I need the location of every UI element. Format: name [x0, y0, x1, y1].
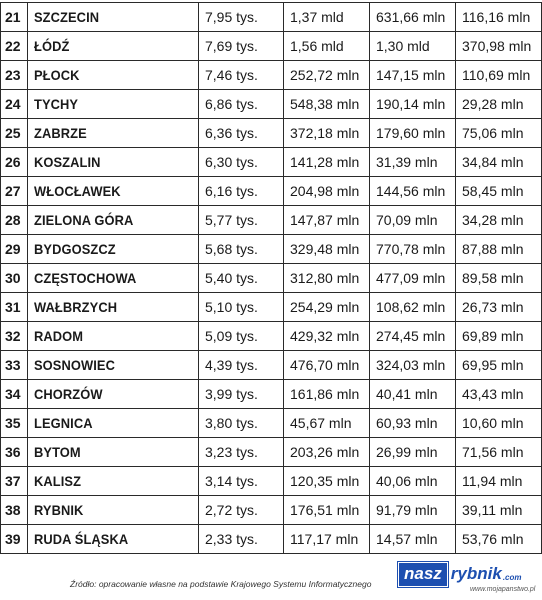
rank-cell: 21 [1, 3, 28, 32]
rank-cell: 22 [1, 32, 28, 61]
ranking-table [0, 2, 542, 554]
value-cell-2: 254,29 mln [284, 293, 370, 322]
value-cell-2: 117,17 mln [284, 525, 370, 554]
value-cell-4: 53,76 mln [456, 525, 542, 554]
rank-cell: 26 [1, 148, 28, 177]
table-row [1, 293, 542, 322]
value-cell-3: 147,15 mln [370, 61, 456, 90]
watermark-logo [398, 560, 530, 588]
watermark-tld: .com [502, 573, 522, 582]
value-cell-1: 3,80 tys. [199, 409, 284, 438]
city-cell [28, 293, 199, 322]
value-cell-2: 147,87 mln [284, 206, 370, 235]
city-name: TYCHY [34, 96, 79, 112]
rank-cell: 38 [1, 496, 28, 525]
city-name: PŁOCK [34, 67, 80, 83]
table-row [1, 32, 542, 61]
value-cell-2: 312,80 mln [284, 264, 370, 293]
value-cell-3: 190,14 mln [370, 90, 456, 119]
value-cell-2: 429,32 mln [284, 322, 370, 351]
value-cell-2: 252,72 mln [284, 61, 370, 90]
value-cell-3: 770,78 mln [370, 235, 456, 264]
value-cell-2: 161,86 mln [284, 380, 370, 409]
value-cell-1: 7,69 tys. [199, 32, 284, 61]
watermark-url: www.mojapanstwo.pl [470, 586, 536, 593]
city-name: SZCZECIN [34, 9, 100, 25]
value-cell-3: 274,45 mln [370, 322, 456, 351]
city-name: RYBNIK [34, 502, 84, 518]
value-cell-4: 26,73 mln [456, 293, 542, 322]
table-row [1, 148, 542, 177]
value-cell-4: 34,84 mln [456, 148, 542, 177]
rank-cell: 23 [1, 61, 28, 90]
value-cell-4: 89,58 mln [456, 264, 542, 293]
table-row [1, 3, 542, 32]
rank-cell: 34 [1, 380, 28, 409]
city-cell [28, 264, 199, 293]
value-cell-3: 60,93 mln [370, 409, 456, 438]
rank-cell: 36 [1, 438, 28, 467]
city-name: BYDGOSZCZ [34, 241, 116, 257]
value-cell-4: 69,95 mln [456, 351, 542, 380]
rank-cell: 37 [1, 467, 28, 496]
value-cell-4: 69,89 mln [456, 322, 542, 351]
rank-cell: 32 [1, 322, 28, 351]
value-cell-2: 476,70 mln [284, 351, 370, 380]
value-cell-3: 1,30 mld [370, 32, 456, 61]
value-cell-1: 4,39 tys. [199, 351, 284, 380]
city-cell [28, 322, 199, 351]
city-cell [28, 148, 199, 177]
source-note: Źródło: opracowanie własne na podstawie Krajowego Systemu Informatycznego [70, 579, 372, 589]
value-cell-1: 2,72 tys. [199, 496, 284, 525]
rank-cell: 31 [1, 293, 28, 322]
value-cell-1: 3,23 tys. [199, 438, 284, 467]
value-cell-1: 6,36 tys. [199, 119, 284, 148]
value-cell-4: 71,56 mln [456, 438, 542, 467]
city-name: WAŁBRZYCH [34, 299, 118, 315]
value-cell-1: 5,68 tys. [199, 235, 284, 264]
rank-cell: 24 [1, 90, 28, 119]
city-cell [28, 61, 199, 90]
table-row [1, 61, 542, 90]
city-name: CZĘSTOCHOWA [34, 270, 137, 286]
city-name: ZIELONA GÓRA [34, 212, 134, 228]
rank-cell: 39 [1, 525, 28, 554]
value-cell-3: 70,09 mln [370, 206, 456, 235]
value-cell-3: 40,41 mln [370, 380, 456, 409]
value-cell-1: 5,40 tys. [199, 264, 284, 293]
value-cell-2: 372,18 mln [284, 119, 370, 148]
city-cell [28, 496, 199, 525]
watermark-box: nasz [398, 562, 448, 587]
city-cell [28, 206, 199, 235]
table-row [1, 235, 542, 264]
city-cell [28, 438, 199, 467]
city-cell [28, 90, 199, 119]
value-cell-1: 5,77 tys. [199, 206, 284, 235]
value-cell-3: 26,99 mln [370, 438, 456, 467]
table-row [1, 467, 542, 496]
rank-cell: 35 [1, 409, 28, 438]
value-cell-4: 29,28 mln [456, 90, 542, 119]
table-row [1, 206, 542, 235]
city-cell [28, 380, 199, 409]
table-row [1, 322, 542, 351]
city-name: KALISZ [34, 473, 82, 489]
value-cell-1: 6,30 tys. [199, 148, 284, 177]
value-cell-3: 324,03 mln [370, 351, 456, 380]
city-cell [28, 525, 199, 554]
table-row [1, 119, 542, 148]
table-row [1, 90, 542, 119]
value-cell-1: 3,99 tys. [199, 380, 284, 409]
value-cell-4: 34,28 mln [456, 206, 542, 235]
value-cell-4: 75,06 mln [456, 119, 542, 148]
value-cell-3: 108,62 mln [370, 293, 456, 322]
value-cell-2: 548,38 mln [284, 90, 370, 119]
city-name: BYTOM [34, 444, 81, 460]
value-cell-2: 120,35 mln [284, 467, 370, 496]
city-name: ZABRZE [34, 125, 87, 141]
value-cell-3: 14,57 mln [370, 525, 456, 554]
table-row [1, 525, 542, 554]
value-cell-1: 3,14 tys. [199, 467, 284, 496]
value-cell-1: 6,86 tys. [199, 90, 284, 119]
city-name: SOSNOWIEC [34, 357, 115, 373]
rank-cell: 29 [1, 235, 28, 264]
value-cell-4: 87,88 mln [456, 235, 542, 264]
city-name: KOSZALIN [34, 154, 101, 170]
value-cell-3: 31,39 mln [370, 148, 456, 177]
value-cell-1: 5,09 tys. [199, 322, 284, 351]
value-cell-3: 40,06 mln [370, 467, 456, 496]
city-name: RADOM [34, 328, 84, 344]
city-name: RUDA ŚLĄSKA [34, 531, 129, 547]
value-cell-4: 43,43 mln [456, 380, 542, 409]
city-cell [28, 119, 199, 148]
value-cell-4: 58,45 mln [456, 177, 542, 206]
city-name: LEGNICA [34, 415, 93, 431]
city-name: CHORZÓW [34, 386, 103, 402]
city-cell [28, 351, 199, 380]
ranking-table-body [1, 3, 542, 554]
value-cell-1: 5,10 tys. [199, 293, 284, 322]
value-cell-2: 329,48 mln [284, 235, 370, 264]
value-cell-4: 39,11 mln [456, 496, 542, 525]
rank-cell: 27 [1, 177, 28, 206]
value-cell-1: 7,46 tys. [199, 61, 284, 90]
rank-cell: 30 [1, 264, 28, 293]
value-cell-1: 7,95 tys. [199, 3, 284, 32]
value-cell-1: 2,33 tys. [199, 525, 284, 554]
value-cell-4: 10,60 mln [456, 409, 542, 438]
value-cell-3: 144,56 mln [370, 177, 456, 206]
city-name: WŁOCŁAWEK [34, 183, 121, 199]
city-cell [28, 409, 199, 438]
watermark-rest: rybnik [450, 564, 502, 583]
value-cell-4: 11,94 mln [456, 467, 542, 496]
city-cell [28, 467, 199, 496]
table-row [1, 496, 542, 525]
city-cell [28, 235, 199, 264]
value-cell-2: 141,28 mln [284, 148, 370, 177]
table-row [1, 409, 542, 438]
table-row [1, 380, 542, 409]
rank-cell: 33 [1, 351, 28, 380]
value-cell-4: 370,98 mln [456, 32, 542, 61]
value-cell-1: 6,16 tys. [199, 177, 284, 206]
rank-cell: 28 [1, 206, 28, 235]
value-cell-4: 116,16 mln [456, 3, 542, 32]
table-row [1, 438, 542, 467]
value-cell-3: 179,60 mln [370, 119, 456, 148]
value-cell-2: 1,37 mld [284, 3, 370, 32]
value-cell-3: 631,66 mln [370, 3, 456, 32]
city-cell [28, 3, 199, 32]
city-name: ŁÓDŹ [34, 38, 70, 54]
value-cell-3: 477,09 mln [370, 264, 456, 293]
value-cell-2: 203,26 mln [284, 438, 370, 467]
table-row [1, 351, 542, 380]
value-cell-2: 204,98 mln [284, 177, 370, 206]
rank-cell: 25 [1, 119, 28, 148]
value-cell-2: 176,51 mln [284, 496, 370, 525]
value-cell-2: 1,56 mld [284, 32, 370, 61]
value-cell-3: 91,79 mln [370, 496, 456, 525]
value-cell-2: 45,67 mln [284, 409, 370, 438]
table-row [1, 177, 542, 206]
city-cell [28, 32, 199, 61]
city-cell [28, 177, 199, 206]
value-cell-4: 110,69 mln [456, 61, 542, 90]
table-row [1, 264, 542, 293]
